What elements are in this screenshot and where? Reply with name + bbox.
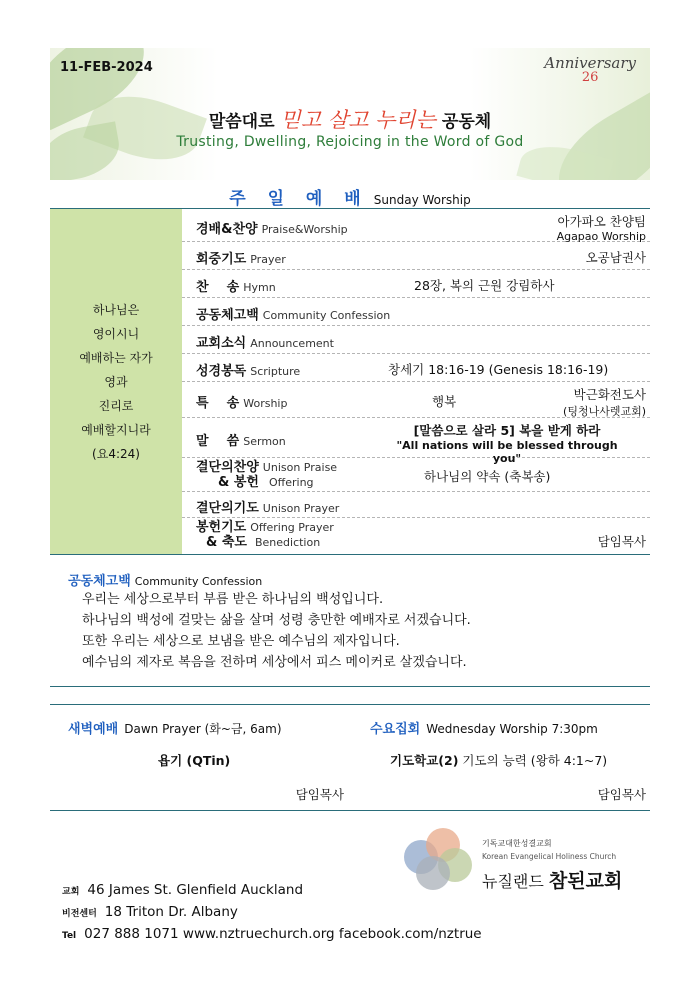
dawn-leader: 담임목사 [295,787,344,802]
order-item-label [196,430,286,449]
leader-name-en: Agapao Worship [556,230,646,243]
bulletin-date: 11-FEB-2024 [60,60,153,75]
contact-value: 027 888 1071 www.nztruechurch.org facebook.com/nztrue [84,926,482,942]
order-item-leader [563,385,646,419]
confession-title-en: Community Confession [134,575,263,588]
leader-name: 박근화전도사 [573,387,646,402]
dawn-prayer-section [68,718,358,803]
order-row [182,382,650,418]
order-item-en: Unison Prayer [262,502,340,515]
order-row [182,492,650,518]
divider [50,686,650,687]
order-item-label [196,497,339,516]
confession-line: 또한 우리는 세상으로 보냄을 받은 예수님의 제자입니다. [82,634,400,649]
church-region: 뉴질랜드 [482,872,544,891]
order-row [182,518,650,554]
church-name-text: 참된교회 [548,870,623,892]
order-item-leader [557,212,646,243]
order-item-ko: 말 씀 [196,434,240,449]
order-item-en: Unison Praise [262,461,338,474]
order-item-ko: 경배&찬양 [196,222,258,237]
dawn-title-en: Dawn Prayer (화~금, 6am) [124,722,282,736]
order-item-label [196,360,300,379]
order-item-ko: 결단의기도 [196,501,259,516]
order-row [182,298,650,326]
wednesday-title-en: Wednesday Worship 7:30pm [426,722,598,736]
denomination-en: Korean Evangelical Holiness Church [482,852,617,861]
order-item-en: Announcement [250,337,334,350]
motto-left: 말씀대로 [208,112,275,132]
wednesday-worship-section [370,718,648,803]
dawn-heading [68,718,358,737]
address-key: 비전센터 [62,909,97,919]
verse-line: 예배하는 자가 [79,350,153,365]
order-item-label [196,276,276,295]
wednesday-topic-bold: 기도학교(2) [390,753,459,768]
order-item-label [196,304,390,323]
order-item-ko-2: & 축도 [206,535,247,550]
order-item-en: Worship [243,397,288,410]
order-item-ko: 성경봉독 [196,364,247,379]
sunday-worship-heading [0,184,700,209]
order-item-label [196,218,348,237]
confession-line: 예수님의 제자로 복음을 전하며 세상에서 피스 메이커로 살겠습니다. [82,655,467,670]
verse-reference: (요4:24) [92,446,140,461]
order-item-en: Scripture [250,365,301,378]
order-item-ko-2: & 봉헌 [218,475,259,490]
wednesday-heading [370,718,648,737]
wednesday-title-ko: 수요집회 [370,722,421,737]
confession-title-ko: 공동체고백 [68,574,131,589]
order-item-ko: 교회소식 [196,336,247,351]
logo-petal [416,856,450,890]
order-item-label [196,248,286,267]
denomination-ko: 기독교대한성결교회 [482,839,552,848]
order-item-ko: 특 송 [196,396,240,411]
address-value: 46 James St. Glenfield Auckland [87,882,304,898]
order-of-worship [50,208,650,555]
order-row [182,242,650,270]
motto-right: 공동체 [441,112,492,132]
offering-song-title: 하나님의 약속 (축복송) [424,469,551,484]
order-item-ko: 찬 송 [196,280,240,295]
confession-heading [68,570,668,589]
divider [50,704,650,705]
sunday-title-en: Sunday Worship [373,193,471,207]
order-item-label [196,520,334,550]
dawn-topic: 욥기 (QTin) [158,753,231,768]
anniversary-number: 26 [581,70,599,85]
address-value: 18 Triton Dr. Albany [104,904,238,920]
sermon-title-ko: [말씀으로 살라 5] 복을 받게 하라 [413,423,601,438]
verse-line: 진리로 [98,398,134,413]
scripture-reference: 창세기 18:16-19 (Genesis 18:16-19) [388,362,609,377]
side-verse [50,209,182,554]
order-item-en-2: Offering [268,476,314,489]
verse-line: 영과 [104,374,128,389]
dawn-title-ko: 새벽예배 [68,722,119,737]
verse-line: 예배할지니라 [81,422,151,437]
contact-line [62,926,482,942]
order-item-ko: 공동체고백 [196,308,259,323]
order-item-label [196,332,334,351]
sunday-title-ko: 주 일 예 배 [229,189,369,209]
order-item-en: Prayer [250,253,286,266]
anniversary-badge [544,54,636,85]
church-name [482,866,622,893]
address-key: Tel [62,931,77,941]
verse-line: 하나님은 [92,302,140,317]
order-row [182,458,650,492]
motto-korean [50,104,650,134]
wednesday-topic-text: 기도의 능력 (왕하 4:1~7) [462,753,608,768]
leader-church: (팅청나사렛교회) [563,405,646,418]
order-row [182,418,650,465]
address-vision-center [62,904,238,920]
order-item-label [196,460,337,490]
wednesday-topic [370,751,648,769]
order-row [182,270,650,298]
order-item-leader: 담임목사 [597,534,646,549]
order-row [182,354,650,382]
anniversary-text: Anniversary [544,54,636,72]
community-confession [68,570,668,673]
leader-name: 아가파오 찬양팀 [557,214,646,229]
order-item-leader: 오공남권사 [585,250,646,265]
sermon-title-en: "All nations will be blessed through you" [396,439,618,465]
order-item-en: Hymn [243,281,276,294]
motto-english: Trusting, Dwelling, Rejoicing in the Word of God [176,134,524,150]
order-item-ko: 회중기도 [196,252,247,267]
header-banner [50,48,650,180]
hymn-title: 28장, 복의 근원 강림하사 [414,278,555,293]
order-item-en-2: Benediction [254,536,321,549]
motto-highlight: 믿고 살고 누리는 [280,108,436,132]
order-item-ko: 봉헌기도 [196,520,247,535]
order-item-en: Praise&Worship [261,223,348,236]
confession-line: 우리는 세상으로부터 부름 받은 하나님의 백성입니다. [82,592,384,607]
divider [50,810,650,811]
order-rows [182,209,650,554]
special-song-title: 행복 [432,394,457,409]
wednesday-leader: 담임목사 [597,787,646,802]
address-church [62,882,303,898]
address-key: 교회 [62,887,80,897]
order-item-en: Community Confession [262,309,391,322]
church-logo [404,828,474,888]
order-item-en: Sermon [243,435,286,448]
order-item-label [196,392,287,411]
order-item-en: Offering Prayer [250,521,334,534]
verse-line: 영이시니 [92,326,140,341]
confession-line: 하나님의 백성에 걸맞는 삶을 살며 성령 충만한 예배자로 서겠습니다. [82,613,471,628]
order-item-ko: 결단의찬양 [196,460,259,475]
order-row [182,326,650,354]
order-row [182,209,650,242]
